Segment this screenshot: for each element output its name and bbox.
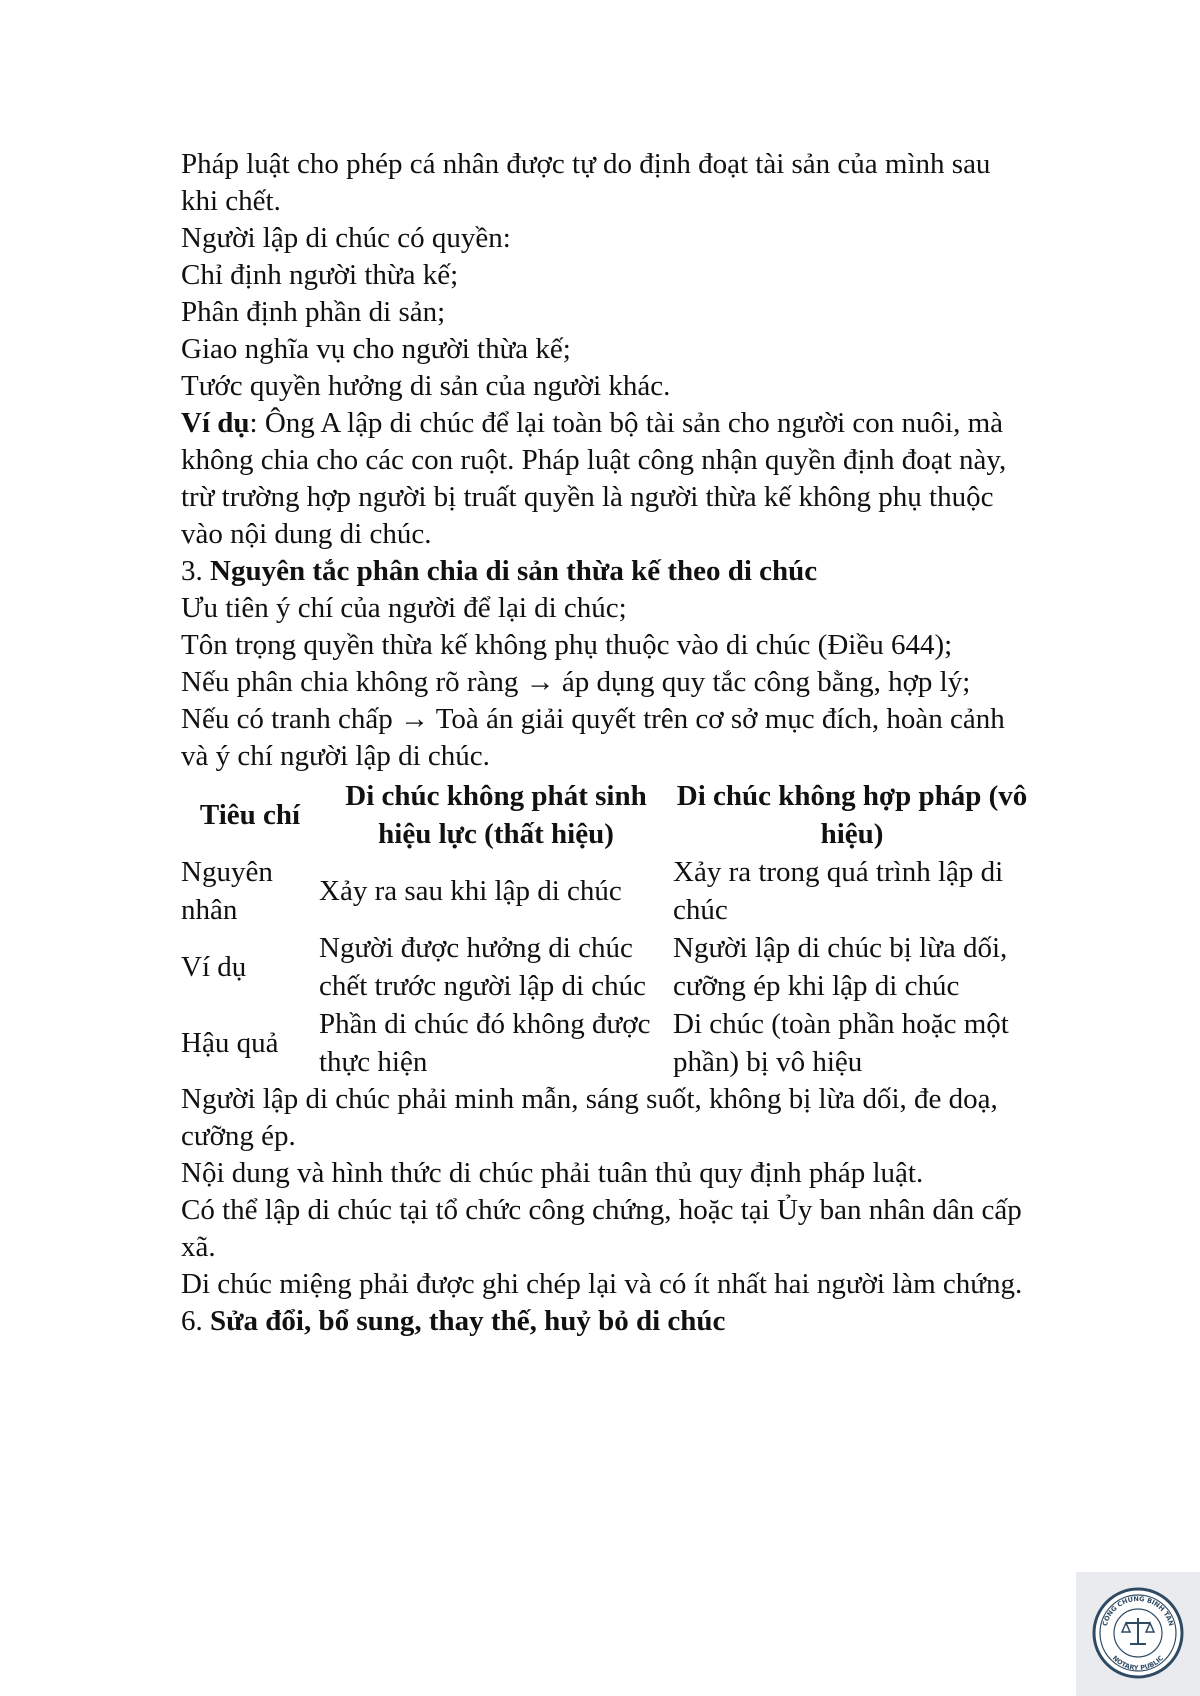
table-row [181, 853, 1031, 929]
list-item: Phân định phần di sản; [181, 296, 446, 328]
paragraph: Người lập di chúc có quyền: [181, 222, 511, 254]
section-heading-6 [181, 1303, 1031, 1340]
table-row [181, 1005, 1031, 1081]
example-text: : Ông A lập di chúc để lại toàn bộ tài sản cho người con nuôi, mà không chia cho các con ruột. Pháp luật công nhận quyền định đoạt này, trừ trường hợp người bị truất quyền là người thừa kế không phụ thuộc vào nội dung di chúc. [181, 407, 1007, 550]
table-cell: Nguyên nhân [181, 856, 273, 926]
table-header-cell: Di chúc không phát sinh hiệu lực (thất hiệu) [345, 780, 647, 850]
section-number: 6. [181, 1305, 210, 1337]
table-cell: Phần di chúc đó không được thực hiện [319, 1008, 651, 1078]
table-cell: Người được hưởng di chúc chết trước người lập di chúc [319, 932, 647, 1002]
table-header-cell: Di chúc không hợp pháp (vô hiệu) [676, 780, 1028, 850]
paragraph: Di chúc miệng phải được ghi chép lại và có ít nhất hai người làm chứng. [181, 1268, 1023, 1300]
section-heading-3 [181, 553, 1031, 590]
table-header-cell: Tiêu chí [199, 799, 301, 831]
section-number: 3. [181, 555, 210, 587]
svg-text:CÔNG CHỨNG BÌNH TÂN: CÔNG CHỨNG BÌNH TÂN [1100, 1594, 1176, 1627]
table-header-row [181, 777, 1031, 853]
paragraph: Nội dung và hình thức di chúc phải tuân thủ quy định pháp luật. [181, 1157, 924, 1189]
section-title: Nguyên tắc phân chia di sản thừa kế theo di chúc [210, 555, 818, 587]
list-item: Nếu phân chia không rõ ràng → áp dụng quy tắc công bằng, hợp lý; [181, 666, 971, 698]
list-item: Tôn trọng quyền thừa kế không phụ thuộc vào di chúc (Điều 644); [181, 629, 953, 661]
svg-text:NOTARY PUBLIC: NOTARY PUBLIC [1110, 1654, 1166, 1673]
comparison-table [181, 777, 1031, 1081]
table-cell: Hậu quả [181, 1027, 279, 1059]
example-label: Ví dụ [181, 407, 250, 439]
paragraph: Người lập di chúc phải minh mẫn, sáng suốt, không bị lừa dối, đe doạ, cưỡng ép. [181, 1083, 998, 1152]
notary-seal-icon [1092, 1586, 1184, 1680]
section-title: Sửa đổi, bổ sung, thay thế, huỷ bỏ di chúc [210, 1305, 726, 1337]
table-cell: Người lập di chúc bị lừa dối, cưỡng ép khi lập di chúc [673, 932, 1008, 1002]
table-cell: Ví dụ [181, 951, 247, 983]
document-body [181, 146, 1031, 1340]
paragraph: Có thể lập di chúc tại tổ chức công chứng, hoặc tại Ủy ban nhân dân cấp xã. [181, 1194, 1022, 1263]
table-cell: Di chúc (toàn phần hoặc một phần) bị vô hiệu [673, 1008, 1009, 1078]
notary-seal-badge [1076, 1572, 1200, 1696]
list-item: Ưu tiên ý chí của người để lại di chúc; [181, 592, 627, 624]
list-item: Tước quyền hưởng di sản của người khác. [181, 370, 671, 402]
table-cell: Xảy ra trong quá trình lập di chúc [673, 856, 1004, 926]
list-item: Giao nghĩa vụ cho người thừa kế; [181, 333, 571, 365]
table-row [181, 929, 1031, 1005]
example-paragraph [181, 405, 1031, 553]
list-item: Chỉ định người thừa kế; [181, 259, 459, 291]
list-item: Nếu có tranh chấp → Toà án giải quyết trên cơ sở mục đích, hoàn cảnh và ý chí người lập di chúc. [181, 703, 1005, 772]
paragraph: Pháp luật cho phép cá nhân được tự do định đoạt tài sản của mình sau khi chết. [181, 148, 991, 217]
table-cell: Xảy ra sau khi lập di chúc [319, 875, 622, 907]
